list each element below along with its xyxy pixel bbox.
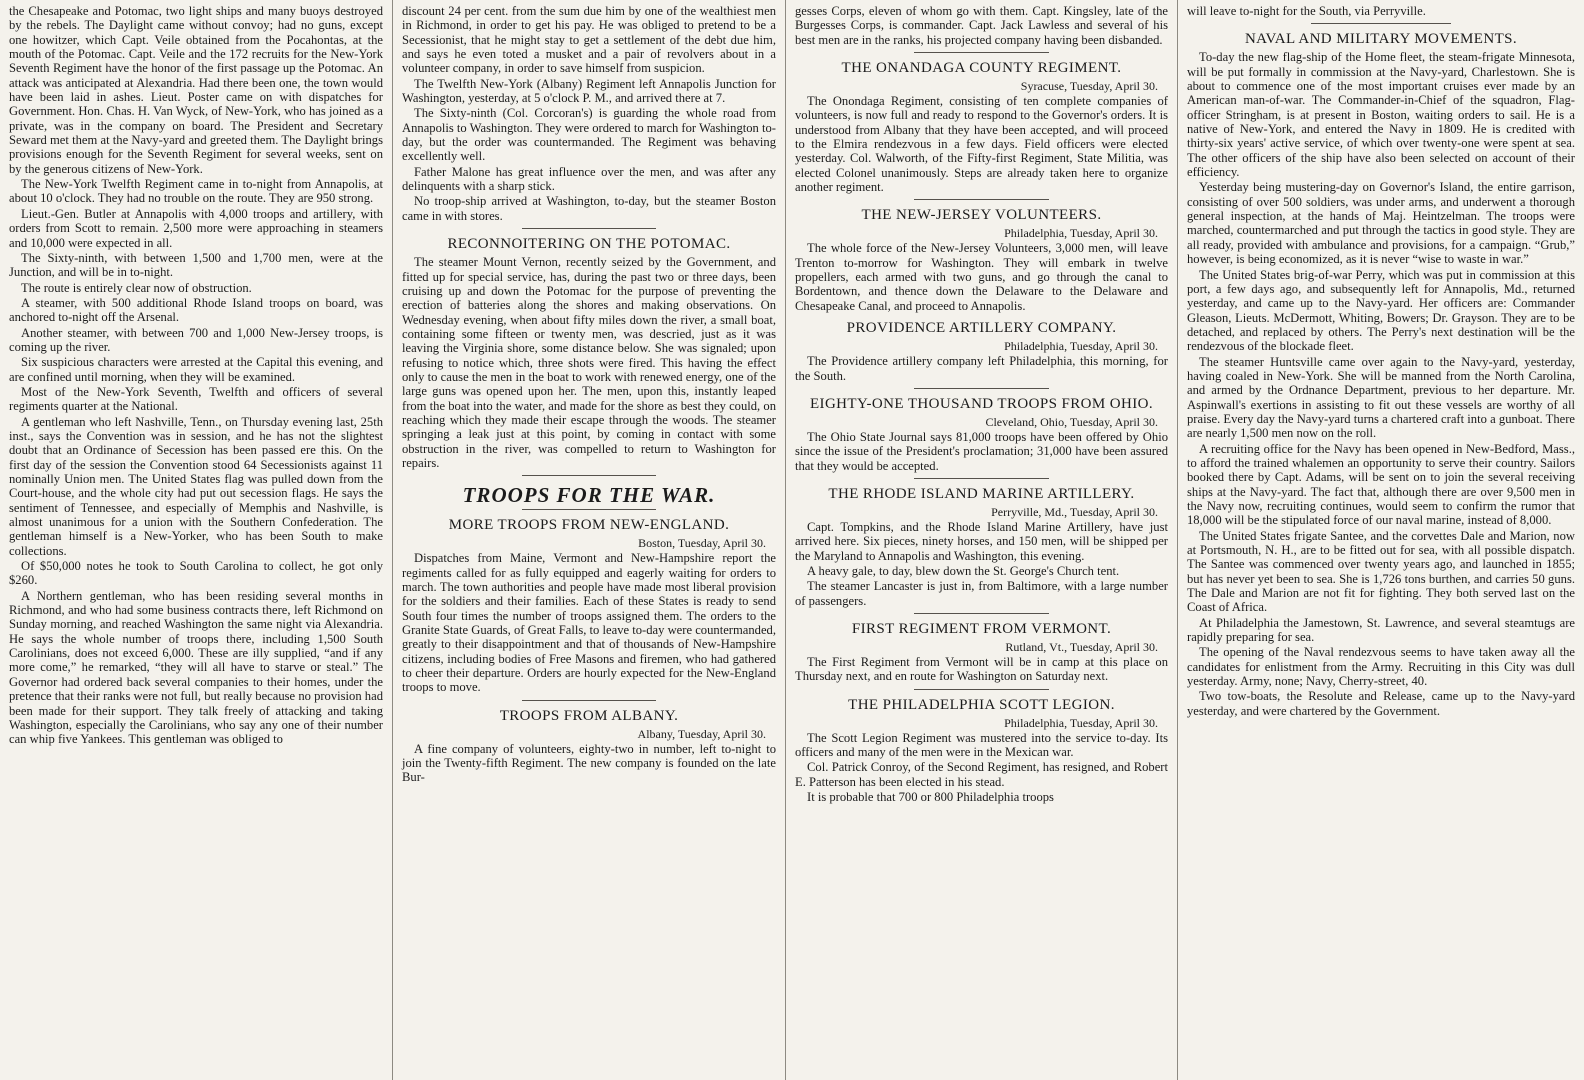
article-paragraph: Of $50,000 notes he took to South Carolina to collect, he got only $260.	[9, 559, 383, 588]
section-divider	[914, 613, 1048, 614]
article-paragraph: Father Malone has great influence over the men, and was after any delinquents with a sharp stick.	[402, 164, 776, 194]
article-heading: PROVIDENCE ARTILLERY COMPANY.	[846, 320, 1117, 337]
article-paragraph: Capt. Tompkins, and the Rhode Island Marine Artillery, have just arrived here. Six pieces, ninety horses, and 150 men, will be shipped per the Maryland to Annapolis and Washington, this evening.	[795, 519, 1168, 563]
column-2	[393, 0, 786, 1080]
article-paragraph: Yesterday being mustering-day on Governor's Island, the entire garrison, consisting of over 500 soldiers, was under arms, and underwent a thorough general inspection, at the hands of Maj. Heintzelman. The troops were marched, countermarched and put through the tactics in good style. They are all ready, provided with ambulance and provisions, for a campaign. “Grub,” however, is being economized, as it is never “wise to waste in war.”	[1187, 180, 1575, 267]
section-divider	[914, 478, 1048, 479]
article-paragraph: The New-York Twelfth Regiment came in to-night from Annapolis, at about 10 o'clock. They had no trouble on the route. They are 950 strong.	[9, 177, 383, 206]
article-paragraph: A heavy gale, to day, blew down the St. George's Church tent.	[807, 563, 1120, 578]
article-paragraph: A fine company of volunteers, eighty-two in number, left to-night to join the Twenty-fifth Regiment. The new company is founded on the late Bur-	[402, 741, 776, 785]
article-heading: THE ONANDAGA COUNTY REGIMENT.	[841, 60, 1122, 77]
article-paragraph: will leave to-night for the South, via Perryville.	[1187, 4, 1426, 18]
article-dateline: Boston, Tuesday, April 30.	[638, 536, 766, 551]
article-paragraph: Two tow-boats, the Resolute and Release, came up to the Navy-yard yesterday, and were chartered by the Government.	[1187, 689, 1575, 718]
article-paragraph: Lieut.-Gen. Butler at Annapolis with 4,000 troops and artillery, with orders from Scott to remain. 2,500 more were approaching in steamers and 10,000 were expected in all.	[9, 206, 383, 250]
article-paragraph: The Sixty-ninth, with between 1,500 and 1,700 men, were at the Junction, and will be in to-night.	[9, 250, 383, 280]
article-paragraph: Dispatches from Maine, Vermont and New-Hampshire report the regiments called for as fully equipped and eagerly waiting for orders to march. The town authorities and people have made most liberal provision for the soldiers and their families. Each of these States is ready to send South four times the number of troops assigned them. The orders to the Granite State Guards, of Great Falls, to leave to-day were countermanded, greatly to their disappointment and that of thousands of New-Hampshire citizens, including bodies of Free Masons and firemen, who had gathered to cheer their departure. Orders are hourly expected for the New-England troops to move.	[402, 551, 776, 695]
section-divider	[914, 199, 1048, 200]
article-paragraph: No troop-ship arrived at Washington, to-day, but the steamer Boston came in with stores.	[402, 194, 776, 223]
article-paragraph: The First Regiment from Vermont will be in camp at this place on Thursday next, and en route for Washington on Saturday next.	[795, 654, 1168, 684]
article-heading: THE PHILADELPHIA SCOTT LEGION.	[848, 696, 1115, 713]
article-paragraph: Six suspicious characters were arrested at the Capital this evening, and are confined until morning, when they will be examined.	[9, 355, 383, 384]
article-paragraph: gesses Corps, eleven of whom go with them. Capt. Kingsley, late of the Burgesses Corps, is commander. Capt. Jack Lawless and several of his best men are in the ranks, his projected company having been disbanded.	[795, 4, 1168, 47]
article-heading: EIGHTY-ONE THOUSAND TROOPS FROM OHIO.	[809, 395, 1153, 412]
article-heading: RECONNOITERING ON THE POTOMAC.	[447, 236, 731, 253]
article-dateline: Philadelphia, Tuesday, April 30.	[1004, 715, 1158, 730]
column-4	[1178, 0, 1584, 1080]
article-heading: FIRST REGIMENT FROM VERMONT.	[851, 620, 1112, 637]
article-paragraph: discount 24 per cent. from the sum due him by one of the wealthiest men in Richmond, in order to get his pay. He was obliged to pretend to be a Secessionist, that he might stay to get a settlement of the debt due him, and says he even toted a musket and a pair of revolvers about in a volunteer company, in order to save himself from suspicion.	[402, 4, 776, 76]
article-heading: THE RHODE ISLAND MARINE ARTILLERY.	[828, 485, 1135, 502]
article-paragraph: The route is entirely clear now of obstruction.	[21, 280, 252, 295]
section-banner-heading: TROOPS FOR THE WAR.	[462, 483, 716, 508]
article-heading: NAVAL AND MILITARY MOVEMENTS.	[1244, 31, 1518, 48]
article-paragraph: The steamer Lancaster is just in, from Baltimore, with a large number of passengers.	[795, 579, 1168, 608]
article-paragraph: The steamer Mount Vernon, recently seized by the Government, and fitted up for special service, has, during the past two or three days, been cruising up and down the Potomac for the purpose of preventing the erection of batteries along the shores and making observations. On Wednesday evening, when about fifty miles down the river, a small boat, containing some fifteen or twenty men, was descried, just as it was leaving the Virginia shore, some distance below. She was signaled; upon refusing to notice which, three shots were fired. This having the effect only to cause the men in the boat to work with renewed energy, one of the large guns was opened upon her. The men, upon this, instantly leaped from the boat into the water, and made for the shore as best they could, on reaching which they made their escape through the woods. The steamer springing a leak just at this point, by coming in contact with some obstruction in the river, was compelled to return to Washington for repairs.	[402, 255, 776, 470]
article-paragraph: The Providence artillery company left Philadelphia, this morning, for the South.	[795, 354, 1168, 383]
article-paragraph: The steamer Huntsville came over again to the Navy-yard, yesterday, having coaled in New-York. She will be manned from the North Carolina, and armed by the Ordnance Department, previous to her departure. Mr. Aspinwall's exertions in assisting to fit out these vessels are worthy of all praise. Every day the Navy-yard turns a chartered craft into a gunboat. There are nearly 1,500 men now on the roll.	[1187, 354, 1575, 441]
article-paragraph: A steamer, with 500 additional Rhode Island troops on board, was anchored to-night off the Arsenal.	[9, 295, 383, 325]
article-dateline: Philadelphia, Tuesday, April 30.	[1004, 339, 1158, 354]
article-dateline: Syracuse, Tuesday, April 30.	[1020, 79, 1158, 94]
article-paragraph: The whole force of the New-Jersey Volunteers, 3,000 men, will leave Trenton to-morrow for Washington. They will embark in twelve propellers, each armed with two guns, and go through the canal to Bordentown, and thence down the Delaware to the Delaware and Chesapeake Canal, and proceed to Annapolis.	[795, 241, 1168, 313]
article-paragraph: The Scott Legion Regiment was mustered into the service to-day. Its officers and many of the men were in the Mexican war.	[795, 730, 1168, 759]
article-paragraph: The United States brig-of-war Perry, which was put in commission at this port, a few days ago, and subsequently left for Annapolis, Md., returned yesterday, and came up to the Navy-yard. Her officers are: Commander Gleason, Lieuts. McDermott, Whiting, Bowers; Dr. Grayson. They are to be detached, and replaced by others. The Perry's next destination will be the rendezvous of the blockade fleet.	[1187, 267, 1575, 354]
section-divider	[522, 509, 657, 510]
article-heading: THE NEW-JERSEY VOLUNTEERS.	[861, 207, 1102, 224]
article-paragraph: The Onondaga Regiment, consisting of ten complete companies of volunteers, is now full and ready to respond to the Governor's orders. It is understood from Albany that they have been accepted, and will proceed to the Elmira rendezvous in a few days. Field officers were elected yesterday. Col. Walworth, of the Fifty-first Regiment, State Militia, was elected Colonel unanimously. Steps are already taken here to organize another regiment.	[795, 94, 1168, 195]
section-divider	[522, 475, 657, 476]
article-paragraph: A Northern gentleman, who has been residing several months in Richmond, and who had some business contracts there, left Richmond on Sunday morning, and reached Washington the same night via Alexandria. He says the whole number of troops there, including 1,500 South Carolinians, does not exceed 6,000. These are illy supplied, “and if any more come,” he remarked, “they will all have to starve or steal.” The Governor had ordered back several companies to their homes, under the pretence that their ranks were not full, but really because no provision had been made for their support. They talk freely of attacking and taking Washington, especially the Carolinians, who say any one of their number can whip five Yankees. This gentleman was obliged to	[9, 588, 383, 747]
section-divider	[522, 228, 657, 229]
article-paragraph: The Sixty-ninth (Col. Corcoran's) is guarding the whole road from Annapolis to Washington. They were ordered to march for Washington to-day, but the order was countermanded. The Regiment was behaving excellently well.	[402, 106, 776, 164]
article-heading: TROOPS FROM ALBANY.	[499, 707, 679, 724]
article-paragraph: The United States frigate Santee, and the corvettes Dale and Marion, now at Portsmouth, N. H., are to be fitted out for sea, with all possible dispatch. The Santee was commenced over twenty years ago, and launched in 1855; but has never yet been to sea. She is 1,726 tons burthen, and carries 50 guns. The Dale and Marion are not fit for fighting. They both served last on the Coast of Africa.	[1187, 528, 1575, 615]
article-paragraph: The Ohio State Journal says 81,000 troops have been offered by Ohio since the issue of the President's proclamation; 31,000 have been assured that they would be accepted.	[795, 429, 1168, 473]
article-dateline: Perryville, Md., Tuesday, April 30.	[991, 504, 1158, 519]
article-dateline: Rutland, Vt., Tuesday, April 30.	[1005, 639, 1158, 654]
article-paragraph: the Chesapeake and Potomac, two light ships and many buoys destroyed by the rebels. The Daylight came without convoy; had no guns, except one howitzer, which Capt. Veile obtained from the Pocahontas, at the mouth of the Potomac. Capt. Veile and the 172 recruits for the New-York Seventh Regiment have the honor of the first passage up the Potomac. An attack was anticipated at Alexandria. Had there been one, the town would have been laid in ashes. Lieut. Poster came on with dispatches for Government. Hon. Chas. H. Van Wyck, of New-York, who has joined as a private, was in the company on board. The President and Secretary Seward met them at the Navy-yard and greeted them. The Daylight brings provisions enough for the Seventh Regiment for several weeks, sent on by the generous citizens of New-York.	[9, 4, 383, 176]
article-paragraph: The opening of the Naval rendezvous seems to have taken away all the candidates for enlistment from the Army. Recruiting in this City was dull yesterday. Army, none; Navy, Cherry-street, 40.	[1187, 645, 1575, 689]
article-paragraph: Another steamer, with between 700 and 1,000 New-Jersey troops, is coming up the river.	[9, 325, 383, 354]
article-paragraph: Col. Patrick Conroy, of the Second Regiment, has resigned, and Robert E. Patterson has been elected in his stead.	[795, 760, 1168, 789]
article-paragraph: A recruiting office for the Navy has been opened in New-Bedford, Mass., to afford the trained whalemen an opportunity to serve their country. Sailors booked there by Capt. Adams, will be sent on to join the several receiving ships at the Navy-yard. The fact that, although there are over 9,500 men in the Navy now, recruiting continues, would seem to confirm the rumor that 18,000 will be the stipulated force of our naval marine, instead of 8,000.	[1187, 441, 1575, 528]
column-3	[786, 0, 1178, 1080]
article-dateline: Philadelphia, Tuesday, April 30.	[1004, 226, 1158, 241]
article-paragraph: Most of the New-York Seventh, Twelfth and officers of several regiments quarter at the National.	[9, 384, 383, 414]
section-divider	[914, 388, 1048, 389]
section-divider	[914, 689, 1048, 690]
section-divider	[914, 52, 1048, 53]
column-1	[0, 0, 393, 1080]
section-divider	[1311, 23, 1451, 24]
article-paragraph: At Philadelphia the Jamestown, St. Lawrence, and several steamtugs are rapidly preparing for sea.	[1187, 615, 1575, 645]
article-paragraph: It is probable that 700 or 800 Philadelphia troops	[807, 790, 1054, 804]
section-divider	[522, 700, 657, 701]
article-heading: MORE TROOPS FROM NEW-ENGLAND.	[448, 517, 730, 534]
article-dateline: Albany, Tuesday, April 30.	[637, 726, 766, 741]
article-dateline: Cleveland, Ohio, Tuesday, April 30.	[985, 414, 1158, 429]
article-paragraph: The Twelfth New-York (Albany) Regiment left Annapolis Junction for Washington, yesterday, at 5 o'clock P. M., and arrived there at 7.	[402, 76, 776, 106]
article-paragraph: A gentleman who left Nashville, Tenn., on Thursday evening last, 25th inst., says the Convention was in session, and he has not the slightest doubt that an Ordinance of Secession has been passed ere this. On the first day of the session the Convention stood 64 Secessionists against 11 nominally Union men. The United States flag was pulled down from the Court-house, and the whole city had put out secession flags. He says the sentiment of Tennessee, and especially of Memphis and Nashville, is almost unanimous for a union with the Southern Confederation. The gentleman himself is a New-Yorker, who has been South to make collections.	[9, 414, 383, 558]
article-paragraph: To-day the new flag-ship of the Home fleet, the steam-frigate Minnesota, will be put formally in commission at the Navy-yard, Charlestown. She is about to commence one of the most important cruises ever made by an American man-of-war. The Commander-in-Chief of the squadron, Flag-officer Stringham, is at present in Boston, waiting orders to sail. He is a native of New-York, and entered the Navy in 1809. He is credited with thirty-six years' active service, of which over twenty-one were spent at sea. The other officers of the ship have also been selected on account of their efficiency.	[1187, 50, 1575, 180]
